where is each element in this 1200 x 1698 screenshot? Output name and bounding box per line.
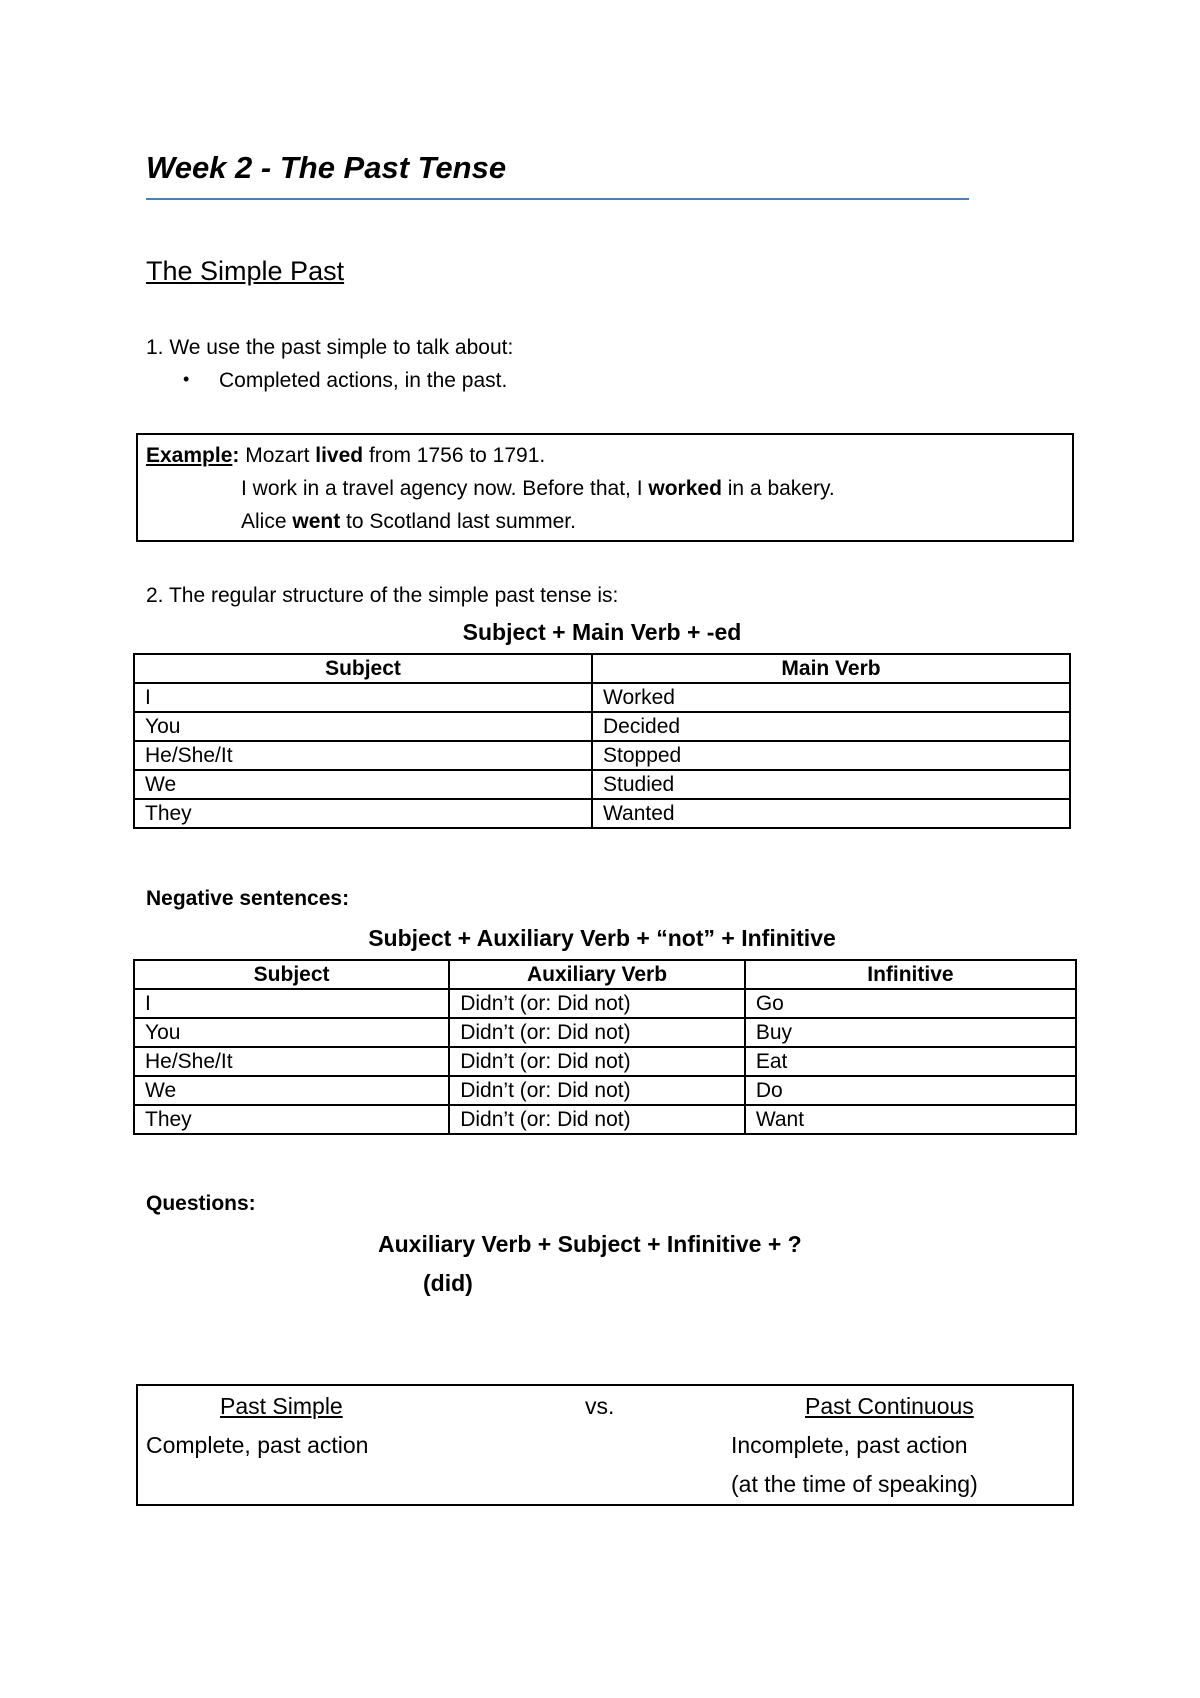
infinitive-cell: Go — [745, 989, 1076, 1018]
example-verb: went — [292, 510, 341, 533]
point-1-bullet: Completed actions, in the past. — [219, 369, 508, 392]
example-colon: : — [232, 444, 240, 467]
header-subject: Subject — [134, 960, 449, 989]
past-continuous-note: (at the time of speaking) — [731, 1471, 978, 1497]
infinitive-cell: Do — [745, 1076, 1076, 1105]
header-main-verb: Main Verb — [592, 654, 1070, 683]
auxiliary-cell: Didn’t (or: Did not) — [449, 1047, 745, 1076]
table-header-row — [134, 960, 1076, 989]
past-simple-heading: Past Simple — [220, 1393, 343, 1419]
table-row — [134, 741, 1070, 770]
example-text: Alice — [241, 510, 293, 533]
example-line-1 — [146, 444, 545, 468]
verb-cell: Wanted — [592, 799, 1070, 828]
table-row — [134, 1018, 1076, 1047]
negative-table — [133, 959, 1077, 1135]
example-text: Mozart — [239, 444, 316, 467]
example-verb: worked — [648, 477, 722, 500]
table-row — [134, 1105, 1076, 1134]
questions-heading: Questions: — [146, 1192, 256, 1215]
table-row — [134, 799, 1070, 828]
regular-verb-table — [133, 653, 1071, 829]
subject-cell: We — [134, 770, 592, 799]
verb-cell: Worked — [592, 683, 1070, 712]
vs-label: vs. — [585, 1393, 615, 1419]
subject-cell: They — [134, 799, 592, 828]
example-text: in a bakery. — [721, 477, 835, 500]
subject-cell: I — [134, 989, 449, 1018]
negative-formula: Subject + Auxiliary Verb + “not” + Infinitive — [368, 925, 836, 951]
subject-cell: You — [134, 1018, 449, 1047]
example-verb: lived — [315, 444, 364, 467]
table-row — [134, 712, 1070, 741]
verb-cell: Stopped — [592, 741, 1070, 770]
point-1-text: 1. We use the past simple to talk about: — [146, 336, 514, 359]
page-title: Week 2 - The Past Tense — [146, 150, 507, 185]
infinitive-cell: Buy — [745, 1018, 1076, 1047]
auxiliary-cell: Didn’t (or: Did not) — [449, 1105, 745, 1134]
auxiliary-cell: Didn’t (or: Did not) — [449, 1018, 745, 1047]
infinitive-cell: Want — [745, 1105, 1076, 1134]
example-line-3 — [241, 510, 576, 534]
subject-cell: You — [134, 712, 592, 741]
bullet-marker: • — [183, 369, 190, 389]
past-simple-description: Complete, past action — [146, 1432, 369, 1458]
header-auxiliary-verb: Auxiliary Verb — [449, 960, 745, 989]
verb-cell: Decided — [592, 712, 1070, 741]
table-row — [134, 1047, 1076, 1076]
table-row — [134, 989, 1076, 1018]
example-text: from 1756 to 1791. — [363, 444, 546, 467]
infinitive-cell: Eat — [745, 1047, 1076, 1076]
title-underline — [146, 198, 969, 200]
past-continuous-description: Incomplete, past action — [731, 1432, 968, 1458]
table-row — [134, 1076, 1076, 1105]
table-row — [134, 683, 1070, 712]
example-label: Example — [146, 444, 233, 467]
questions-formula: Auxiliary Verb + Subject + Infinitive + ? — [378, 1231, 802, 1257]
subject-cell: They — [134, 1105, 449, 1134]
subject-cell: He/She/It — [134, 1047, 449, 1076]
example-text: to Scotland last summer. — [340, 510, 576, 533]
subject-cell: I — [134, 683, 592, 712]
auxiliary-cell: Didn’t (or: Did not) — [449, 989, 745, 1018]
header-infinitive: Infinitive — [745, 960, 1076, 989]
subject-cell: We — [134, 1076, 449, 1105]
auxiliary-cell: Didn’t (or: Did not) — [449, 1076, 745, 1105]
verb-cell: Studied — [592, 770, 1070, 799]
header-subject: Subject — [134, 654, 592, 683]
negative-heading: Negative sentences: — [146, 887, 350, 910]
subject-cell: He/She/It — [134, 741, 592, 770]
table-row — [134, 770, 1070, 799]
example-line-2 — [241, 477, 835, 501]
past-continuous-heading: Past Continuous — [805, 1393, 974, 1419]
point-2-text: 2. The regular structure of the simple past tense is: — [146, 584, 619, 607]
example-text: I work in a travel agency now. Before that, I — [241, 477, 649, 500]
questions-did-note: (did) — [423, 1270, 473, 1296]
regular-formula: Subject + Main Verb + -ed — [462, 619, 742, 645]
table-header-row — [134, 654, 1070, 683]
section-heading: The Simple Past — [146, 256, 345, 286]
